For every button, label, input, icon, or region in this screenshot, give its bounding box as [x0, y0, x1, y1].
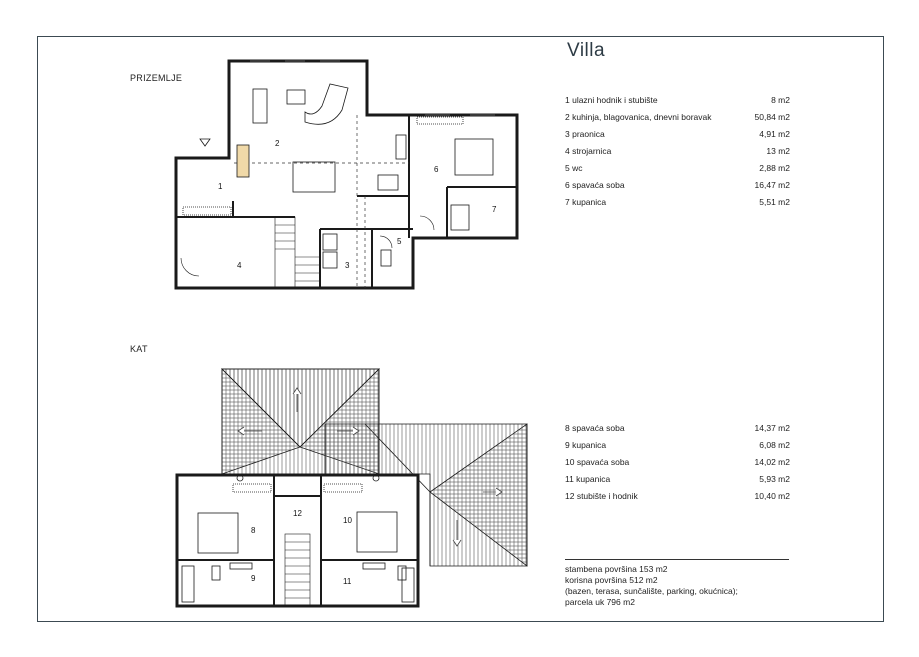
room-name: 2 kuhinja, blagovanica, dnevni boravak — [565, 112, 712, 122]
page-title: Villa — [567, 40, 606, 61]
room-number: 12 — [293, 509, 302, 518]
room-name: 4 strojarnica — [565, 146, 612, 156]
room-name: 1 ulazni hodnik i stubište — [565, 95, 658, 105]
room-number: 11 — [343, 577, 352, 586]
room-area: 16,47 m2 — [754, 180, 790, 190]
room-name: 8 spavaća soba — [565, 423, 625, 433]
room-number: 3 — [345, 261, 350, 270]
ground-floor-label: PRIZEMLJE — [130, 73, 183, 83]
room-number: 2 — [275, 139, 280, 148]
room-area: 10,40 m2 — [754, 491, 790, 501]
upper-floor-label: KAT — [130, 344, 148, 354]
room-area: 5,51 m2 — [759, 197, 790, 207]
room-number: 5 — [397, 237, 402, 246]
room-number: 10 — [343, 516, 352, 525]
room-name: 5 wc — [565, 163, 583, 173]
room-number: 4 — [237, 261, 242, 270]
summary-line: (bazen, terasa, sunčalište, parking, okućnica); — [565, 586, 738, 596]
room-area: 4,91 m2 — [759, 129, 790, 139]
room-name: 3 praonica — [565, 129, 605, 139]
summary-line: korisna površina 512 m2 — [565, 575, 658, 585]
room-name: 10 spavaća soba — [565, 457, 630, 467]
upper-floor-plan — [177, 369, 527, 606]
summary-line: parcela uk 796 m2 — [565, 597, 635, 607]
room-area: 2,88 m2 — [759, 163, 790, 173]
room-number: 8 — [251, 526, 256, 535]
room-number: 6 — [434, 165, 439, 174]
room-number: 7 — [492, 205, 497, 214]
room-number: 9 — [251, 574, 256, 583]
room-area: 6,08 m2 — [759, 440, 790, 450]
room-area: 5,93 m2 — [759, 474, 790, 484]
room-name: 6 spavaća soba — [565, 180, 625, 190]
room-name: 7 kupanica — [565, 197, 607, 207]
summary-line: stambena površina 153 m2 — [565, 564, 668, 574]
room-area: 8 m2 — [771, 95, 790, 105]
room-name: 11 kupanica — [565, 474, 611, 484]
room-name: 12 stubište i hodnik — [565, 491, 638, 501]
ground-floor-plan — [176, 61, 517, 288]
room-name: 9 kupanica — [565, 440, 607, 450]
room-area: 14,37 m2 — [754, 423, 790, 433]
room-number: 1 — [218, 182, 223, 191]
room-area: 50,84 m2 — [754, 112, 790, 122]
room-area: 14,02 m2 — [754, 457, 790, 467]
room-area: 13 m2 — [766, 146, 790, 156]
